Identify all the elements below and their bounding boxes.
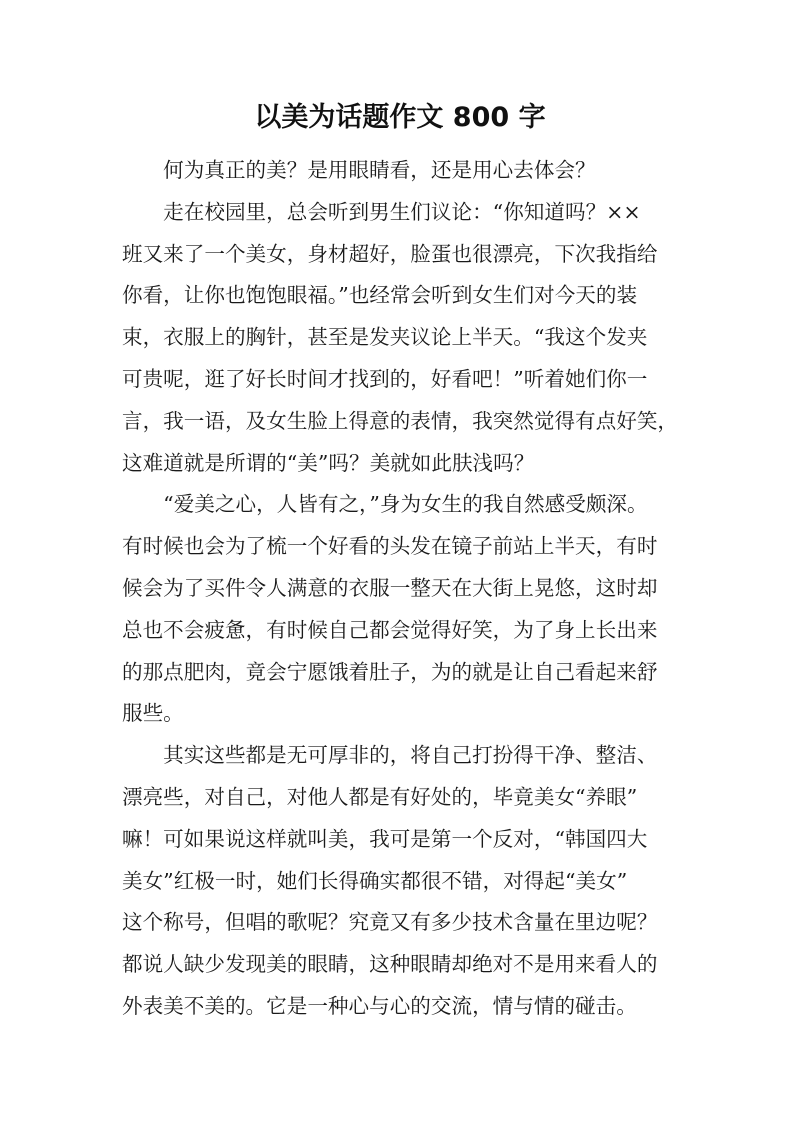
text-line: 都说人缺少发现美的眼睛，这种眼睛却绝对不是用来看人的 <box>122 952 658 977</box>
text-line: 可贵呢，逛了好长时间才找到的，好看吧！”听着她们你一 <box>122 366 648 391</box>
text-line: 总也不会疲惫，有时候自己都会觉得好笑，为了身上长出来 <box>122 617 658 642</box>
text-line: 外表美不美的。它是一种心与心的交流，情与情的碰击。 <box>122 993 637 1018</box>
document-title: 以美为话题作文 800 字 <box>254 102 546 133</box>
text-line: 这个称号，但唱的歌呢？究竟又有多少技术含量在里边呢？ <box>122 910 658 935</box>
text-line: 这难道就是所谓的“美”吗？美就如此肤浅吗？ <box>122 450 535 475</box>
text-line: 的那点肥肉，竟会宁愿饿着肚子，为的就是让自己看起来舒 <box>122 659 658 684</box>
text-line: 其实这些都是无可厚非的，将自己打扮得干净、整洁、 <box>122 743 658 768</box>
text-line: 嘛！可如果说这样就叫美，我可是第一个反对，“韩国四大 <box>122 826 648 851</box>
text-line: “爱美之心，人皆有之，”身为女生的我自然感受颇深。 <box>122 492 648 517</box>
text-line: 有时候也会为了梳一个好看的头发在镜子前站上半天，有时 <box>122 534 658 559</box>
text-line: 美女”红极一时，她们长得确实都很不错，对得起“美女” <box>122 868 628 893</box>
text-line: 班又来了一个美女，身材超好，脸蛋也很漂亮，下次我指给 <box>122 241 658 266</box>
text-line: 何为真正的美？是用眼睛看，还是用心去体会？ <box>122 158 596 182</box>
text-line: 束，衣服上的胸针，甚至是发夹议论上半天。“我这个发夹 <box>122 325 648 350</box>
text-line: 候会为了买件令人满意的衣服一整天在大街上晃悠，这时却 <box>122 575 658 600</box>
text-line: 走在校园里，总会听到男生们议论：“你知道吗？×× <box>122 199 641 224</box>
text-line: 言，我一语，及女生脸上得意的表情，我突然觉得有点好笑， <box>122 408 679 433</box>
text-line: 漂亮些，对自己，对他人都是有好处的，毕竟美女“养眼” <box>122 784 638 809</box>
text-line: 服些。 <box>122 701 184 726</box>
essay-body <box>122 150 682 1028</box>
text-line: 你看，让你也饱饱眼福。”也经常会听到女生们对今天的装 <box>122 283 638 308</box>
